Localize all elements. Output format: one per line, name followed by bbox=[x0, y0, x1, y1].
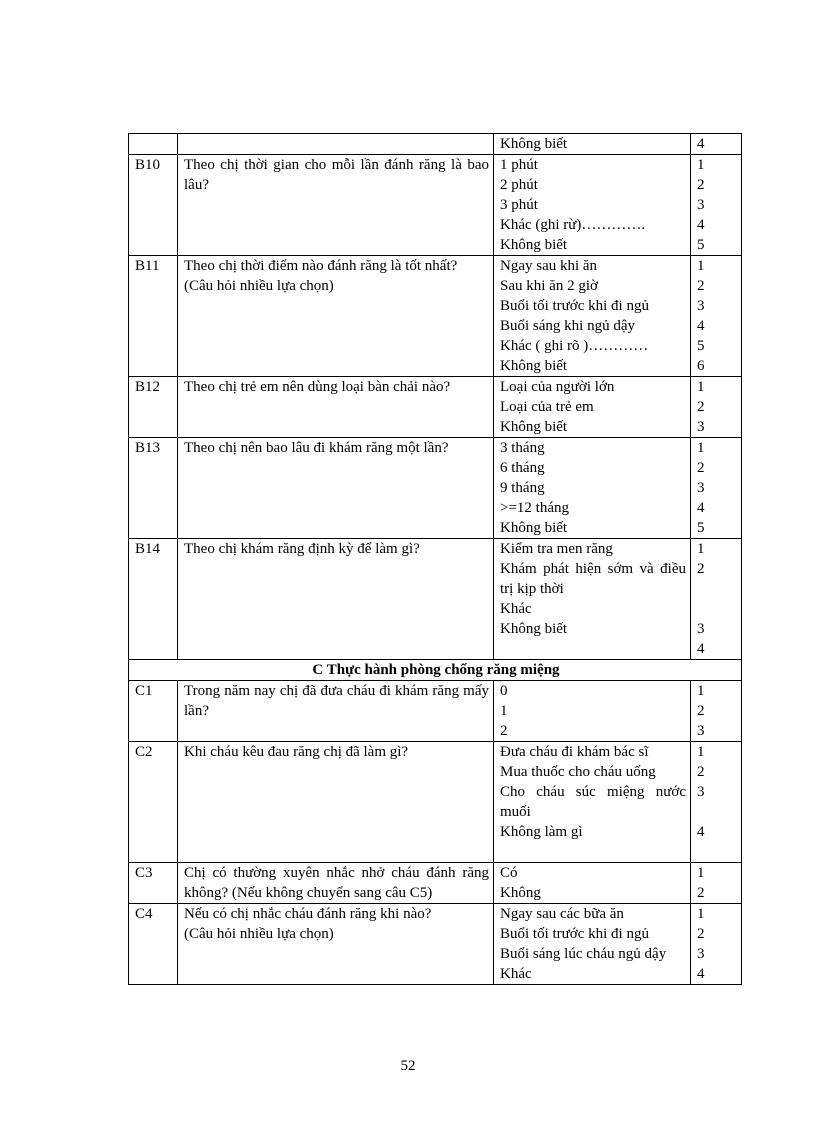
answer-codes bbox=[691, 256, 742, 377]
answer-code: 2 bbox=[697, 177, 705, 193]
answer-options bbox=[494, 377, 691, 438]
answer-code: 1 bbox=[697, 865, 705, 881]
answer-options bbox=[494, 256, 691, 377]
question-code: B10 bbox=[129, 155, 178, 256]
answer-code: 2 bbox=[697, 460, 705, 476]
answer-codes bbox=[691, 438, 742, 539]
answer-code: 3 bbox=[697, 723, 705, 739]
answer-options bbox=[494, 904, 691, 985]
answer-option: Khác bbox=[500, 601, 532, 617]
answer-code: 3 bbox=[697, 621, 705, 637]
answer-options bbox=[494, 863, 691, 904]
answer-code: 2 bbox=[697, 399, 705, 415]
question-line: Trong năm nay chị đã đưa cháu đi khám răng mấy lần? bbox=[184, 683, 489, 719]
answer-option: Loại của trẻ em bbox=[500, 399, 594, 415]
questionnaire-table bbox=[128, 133, 742, 985]
answer-code: 1 bbox=[697, 440, 705, 456]
answer-code: 3 bbox=[697, 784, 705, 800]
answer-option: Buổi sáng lúc cháu ngủ dậy bbox=[500, 946, 667, 962]
answer-code: 3 bbox=[697, 480, 705, 496]
answer-option: Không bbox=[500, 885, 541, 901]
answer-code bbox=[697, 802, 737, 822]
answer-codes bbox=[691, 377, 742, 438]
answer-code: 3 bbox=[697, 298, 705, 314]
table-row bbox=[129, 539, 742, 660]
question-line: Chị có thường xuyên nhắc nhở cháu đánh răng không? (Nếu không chuyển sang câu C5) bbox=[184, 865, 489, 901]
answer-code: 4 bbox=[697, 217, 705, 233]
section-b-rows bbox=[129, 134, 742, 660]
answer-option: 6 tháng bbox=[500, 460, 545, 476]
section-c-rows bbox=[129, 681, 742, 985]
answer-option: Đưa cháu đi khám bác sĩ bbox=[500, 744, 649, 760]
question-code: C2 bbox=[129, 742, 178, 863]
answer-code: 4 bbox=[697, 641, 705, 657]
answer-code: 1 bbox=[697, 683, 705, 699]
answer-option: Buổi tối trước khi đi ngủ bbox=[500, 298, 649, 314]
answer-code: 5 bbox=[697, 338, 705, 354]
answer-option: 0 bbox=[500, 683, 508, 699]
answer-code: 3 bbox=[697, 197, 705, 213]
answer-code: 2 bbox=[697, 926, 705, 942]
answer-code: 5 bbox=[697, 520, 705, 536]
question-text bbox=[178, 742, 494, 863]
answer-options bbox=[494, 681, 691, 742]
question-code: C3 bbox=[129, 863, 178, 904]
answer-option: 1 bbox=[500, 703, 508, 719]
question-line: Theo chị thời gian cho mỗi lần đánh răng là bao lâu? bbox=[184, 157, 489, 193]
answer-codes bbox=[691, 539, 742, 660]
answer-code: 4 bbox=[697, 318, 705, 334]
answer-option: Sau khi ăn 2 giờ bbox=[500, 278, 598, 294]
question-code: C4 bbox=[129, 904, 178, 985]
answer-option: Khác (ghi rừ)…………. bbox=[500, 217, 646, 233]
answer-option: >=12 tháng bbox=[500, 500, 569, 516]
answer-option: Mua thuốc cho cháu uống bbox=[500, 764, 656, 780]
answer-code: 4 bbox=[697, 824, 705, 840]
answer-code: 1 bbox=[697, 541, 705, 557]
answer-option: Loại của người lớn bbox=[500, 379, 615, 395]
table-row bbox=[129, 155, 742, 256]
answer-option: Buổi tối trước khi đi ngủ bbox=[500, 926, 649, 942]
question-line: Theo chị trẻ em nên dùng loại bàn chải nào? bbox=[184, 379, 451, 395]
answer-option: Ngay sau khi ăn bbox=[500, 258, 598, 274]
answer-option: Không biết bbox=[500, 136, 568, 152]
answer-code bbox=[697, 842, 737, 862]
answer-option: Không biết bbox=[500, 419, 568, 435]
answer-code: 2 bbox=[697, 764, 705, 780]
answer-option: Khác ( ghi rõ )………… bbox=[500, 338, 649, 354]
question-line: Theo chị khám răng định kỳ để làm gì? bbox=[184, 541, 420, 557]
question-text bbox=[178, 681, 494, 742]
answer-code: 2 bbox=[697, 278, 705, 294]
answer-option: Không biết bbox=[500, 621, 568, 637]
question-code: B13 bbox=[129, 438, 178, 539]
question-text bbox=[178, 256, 494, 377]
question-text bbox=[178, 134, 494, 155]
answer-code: 4 bbox=[697, 500, 705, 516]
question-line: Theo chị thời điểm nào đánh răng là tốt nhất? bbox=[184, 258, 458, 274]
answer-codes bbox=[691, 681, 742, 742]
question-text bbox=[178, 539, 494, 660]
answer-option: 2 phút bbox=[500, 177, 538, 193]
answer-option: 1 phút bbox=[500, 157, 538, 173]
question-line: Khi cháu kêu đau răng chị đã làm gì? bbox=[184, 744, 409, 760]
answer-option: Không biết bbox=[500, 237, 568, 253]
answer-code: 1 bbox=[697, 379, 705, 395]
answer-option: Có bbox=[500, 865, 518, 881]
table-row bbox=[129, 681, 742, 742]
answer-code: 2 bbox=[697, 703, 705, 719]
answer-option: Ngay sau các bữa ăn bbox=[500, 906, 624, 922]
table-row bbox=[129, 438, 742, 539]
answer-option: 3 phút bbox=[500, 197, 538, 213]
answer-code: 4 bbox=[697, 966, 705, 982]
answer-code: 6 bbox=[697, 358, 705, 374]
answer-option: Không làm gì bbox=[500, 824, 583, 840]
question-line: (Câu hỏi nhiều lựa chọn) bbox=[184, 278, 334, 294]
answer-option: Không biết bbox=[500, 358, 568, 374]
answer-code bbox=[697, 579, 737, 599]
answer-code bbox=[697, 599, 737, 619]
answer-codes bbox=[691, 134, 742, 155]
answer-code: 1 bbox=[697, 157, 705, 173]
answer-options bbox=[494, 134, 691, 155]
answer-option: 9 tháng bbox=[500, 480, 545, 496]
table-row bbox=[129, 863, 742, 904]
question-text bbox=[178, 438, 494, 539]
answer-option: 2 bbox=[500, 723, 508, 739]
section-c-header-row bbox=[129, 660, 742, 681]
answer-code: 4 bbox=[697, 136, 705, 152]
answer-option: 3 tháng bbox=[500, 440, 545, 456]
answer-options bbox=[494, 539, 691, 660]
question-text bbox=[178, 863, 494, 904]
answer-option: Khám phát hiện sớm và điều trị kịp thời bbox=[500, 561, 686, 597]
answer-code: 1 bbox=[697, 906, 705, 922]
answer-code: 1 bbox=[697, 258, 705, 274]
answer-options bbox=[494, 438, 691, 539]
answer-option: Buổi sáng khi ngủ dậy bbox=[500, 318, 635, 334]
answer-option: Cho cháu súc miệng nước muối bbox=[500, 784, 686, 820]
answer-option: Kiểm tra men răng bbox=[500, 541, 613, 557]
answer-codes bbox=[691, 155, 742, 256]
table-row bbox=[129, 377, 742, 438]
answer-options bbox=[494, 155, 691, 256]
answer-codes bbox=[691, 742, 742, 863]
table-row bbox=[129, 742, 742, 863]
answer-code: 2 bbox=[697, 885, 705, 901]
answer-code: 2 bbox=[697, 561, 705, 577]
question-code: B11 bbox=[129, 256, 178, 377]
question-line: Theo chị nên bao lâu đi khám răng một lần? bbox=[184, 440, 449, 456]
answer-codes bbox=[691, 863, 742, 904]
question-text bbox=[178, 377, 494, 438]
question-text bbox=[178, 155, 494, 256]
question-code: C1 bbox=[129, 681, 178, 742]
question-text bbox=[178, 904, 494, 985]
table-row bbox=[129, 134, 742, 155]
answer-code: 3 bbox=[697, 946, 705, 962]
question-code bbox=[129, 134, 178, 155]
answer-codes bbox=[691, 904, 742, 985]
table-row bbox=[129, 256, 742, 377]
answer-options bbox=[494, 742, 691, 863]
answer-option: Khác bbox=[500, 966, 532, 982]
question-line: Nếu có chị nhắc cháu đánh răng khi nào? bbox=[184, 906, 432, 922]
page-number: 52 bbox=[400, 1058, 416, 1074]
question-code: B14 bbox=[129, 539, 178, 660]
answer-code: 3 bbox=[697, 419, 705, 435]
question-line: (Câu hỏi nhiều lựa chọn) bbox=[184, 926, 334, 942]
answer-option: Không biết bbox=[500, 520, 568, 536]
question-code: B12 bbox=[129, 377, 178, 438]
table-row bbox=[129, 904, 742, 985]
section-c-title: C Thực hành phòng chống răng miệng bbox=[129, 660, 742, 681]
answer-code: 1 bbox=[697, 744, 705, 760]
answer-code: 5 bbox=[697, 237, 705, 253]
